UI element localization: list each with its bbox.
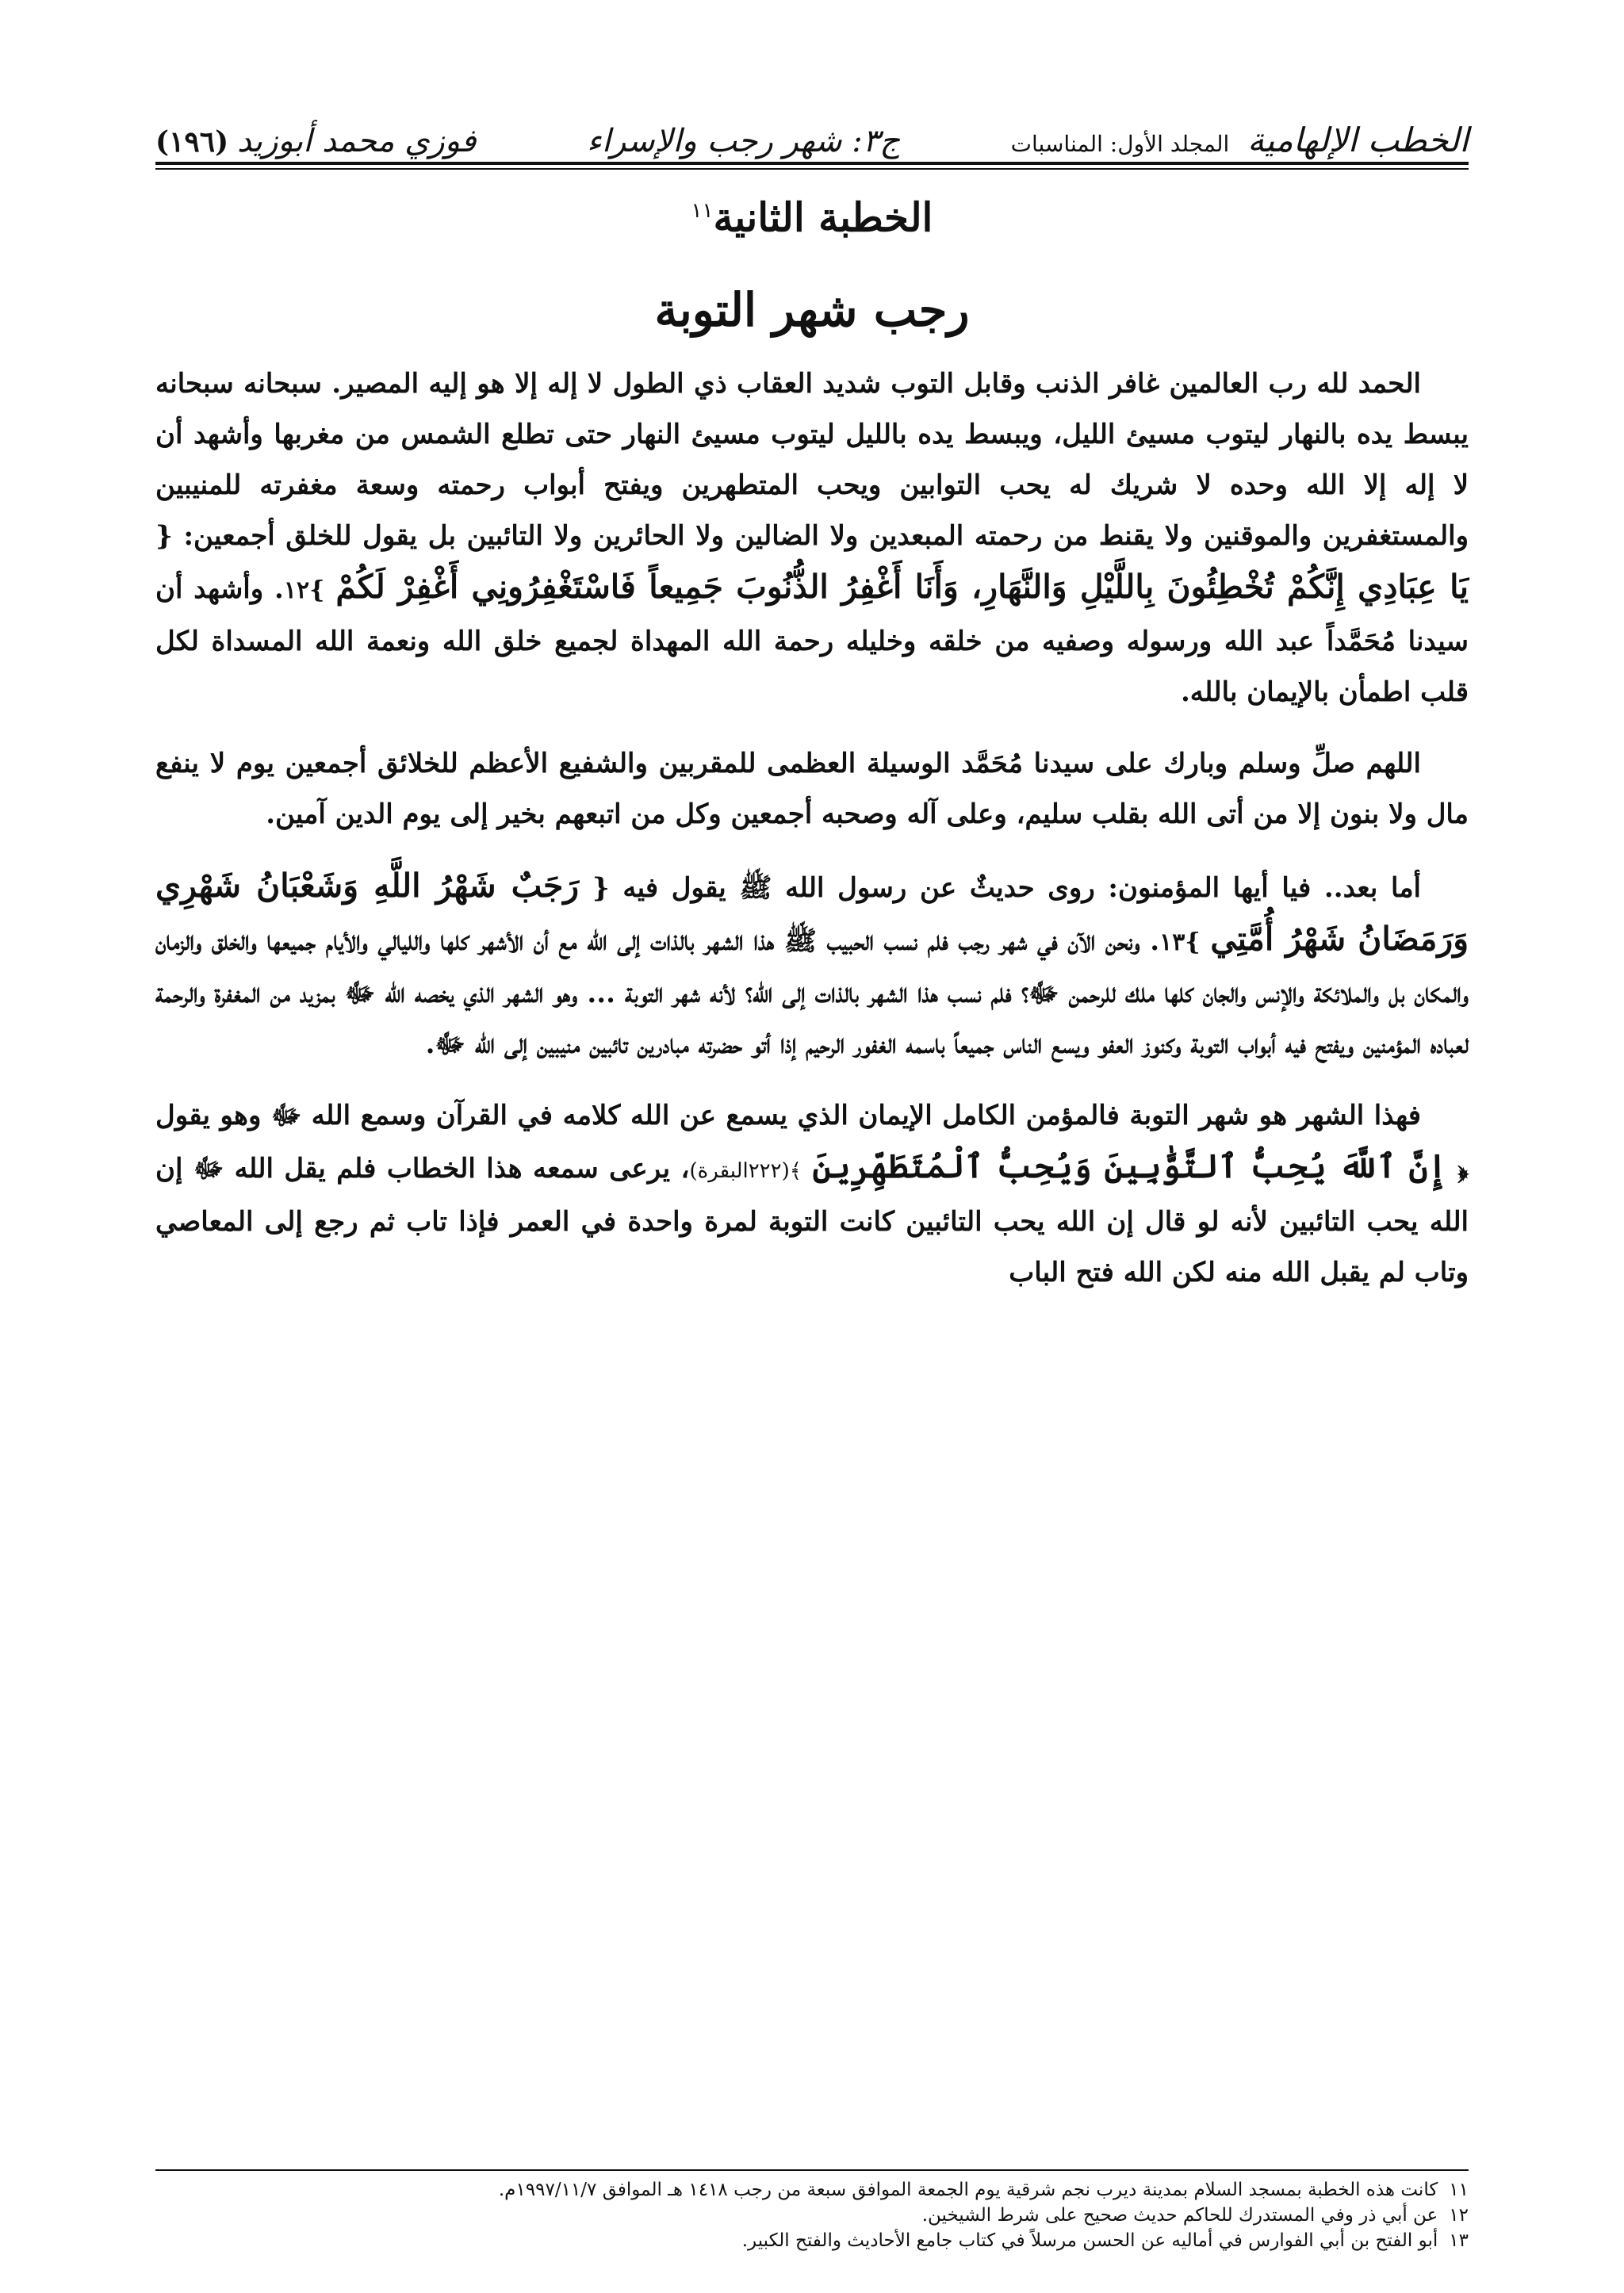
footnote-text: عن أبي ذر وفي المستدرك للحاكم حديث صحيح على شرط الشيخين. bbox=[921, 2205, 1438, 2226]
header-right-group bbox=[1010, 121, 1469, 159]
footnote-reference: }١٢ bbox=[283, 576, 325, 604]
footnote-number: ١٣ bbox=[1449, 2230, 1469, 2251]
footnote-reference: }١٣ bbox=[1159, 928, 1201, 956]
verse-reference: ﴾(٢٢٢البقرة) bbox=[689, 1159, 802, 1183]
header-rule bbox=[155, 162, 1469, 165]
header-left-group bbox=[155, 125, 476, 157]
paragraph-4 bbox=[155, 1090, 1469, 1298]
header-author: فوزي محمد أبوزيد bbox=[236, 123, 477, 159]
body-text bbox=[155, 358, 1469, 1319]
paragraph-text: أما بعد.. فيا أيها المؤمنون: روى حديثٌ عن رسول الله ﷺ يقول فيه { bbox=[592, 872, 1421, 904]
header-series-title: الخطب الإلهامية bbox=[1247, 121, 1469, 159]
paragraph-text: . ونحن الآن في شهر رجب فلم نسب الحبيب ﷺ هذا الشهر بالذات إلى الله مع أن الأشهر كلها والليالي والأيام جميعها والخلق والزمان والمكان بل والملائكة والإنس والجان كلها ملك للرحمن ﷻ؟ فلم نسب هذا الشهر بالذات إلى الله؟ لأنه شهر التوبة ... وهو الشهر الذي يخصه الله ﷻ بمزيد من المغفرة والرحمة لعباده المؤمنين ويفتح فيه أبواب التوبة وكنوز العفو ويسع الناس جميعاً باسمه الغفور الرحيم إذا أتو حضرته مبادرين تائبين منيبين إلى الله ﷻ. bbox=[155, 925, 1469, 1060]
footnote-text: أبو الفتح بن أبي الفوارس في أماليه عن الحسن مرسلاً في كتاب جامع الأحاديث والفتح الكبير. bbox=[741, 2230, 1438, 2251]
header-part: ج٣: شهر رجب والإسراء bbox=[587, 123, 901, 159]
page-number: (١٩٦) bbox=[155, 125, 229, 159]
paragraph-2: اللهم صلِّ وسلم وبارك على سيدنا مُحَمَّد الوسيلة العظمى للمقربين والشفيع الأعظم للخلائق أجمعين يوم لا ينفع مال ولا بنون إلا من أتى الله بقلب سليم، وعلى آله وصحبه أجمعين وكل من اتبعهم بخير إلى يوم الدين آمين. bbox=[155, 748, 1469, 830]
footnote-11 bbox=[155, 2177, 1469, 2203]
paragraph-text: . وأشهد أن سيدنا مُحَمَّداً عبد الله ورسوله وصفيه من خلقه وخليله رحمة الله المهداة لجميع خلق الله ونعمة الله المسداة لكل قلب اطمأن بالإيمان بالله. bbox=[155, 573, 1469, 708]
paragraph-1 bbox=[155, 358, 1469, 718]
paragraph-3 bbox=[155, 860, 1469, 1070]
hadith-quote: يَا عِبَادِي إِنَّكُمْ تُخْطِئُونَ بِاللَّيْلِ وَالنَّهَارِ، وَأَنَا أَغْفِرُ الذُّنُوبَ جَمِيعاً فَاسْتَغْفِرُونِي أَغْفِرْ لَكُمْ bbox=[335, 568, 1469, 606]
paragraph-text: فهذا الشهر هو شهر التوبة فالمؤمن الكامل الإيمان الذي يسمع عن الله كلامه في القرآن وسمع الله ﷻ وهو يقول ﴿ bbox=[155, 1100, 1469, 1185]
section-title-text: الخطبة الثانية bbox=[713, 193, 933, 241]
section-title bbox=[155, 179, 1469, 250]
footnote-13 bbox=[155, 2228, 1469, 2253]
header-rule-thin bbox=[155, 168, 1469, 170]
paragraph-text: الحمد لله رب العالمين غافر الذنب وقابل التوب شديد العقاب ذي الطول لا إله إلا هو إليه المصير. سبحانه سبحانه يبسط يده بالنهار ليتوب مسيئ الليل، ويبسط يده بالليل ليتوب مسيئ النهار حتى تطلع الشمس من مغربها وأشهد أن لا إله إلا الله وحده لا شريك له يحب التوابين ويحب المتطهرين ويفتح أبواب رحمته وسعة مغفرته للمنيبين والمستغفرين والموقنين ولا يقنط من رحمته المبعدين ولا الضالين ولا الحائرين ولا التائبين بل يقول للخلق أجمعين: { bbox=[155, 368, 1469, 552]
footnote-rule bbox=[155, 2169, 1469, 2171]
page-title: رجب شهر التوبة bbox=[654, 283, 970, 337]
footnote-number: ١٢ bbox=[1449, 2205, 1469, 2226]
paragraph-text: ، يرعى سمعه هذا الخطاب فلم يقل الله ﷻ إن الله يحب التائبين لأنه لو قال إن الله يحب التائبين كانت التوبة لمرة واحدة في العمر فإذا تاب ثم رجع إلى المعاصي وتاب لم يقبل الله منه لكن الله فتح الباب bbox=[155, 1153, 1469, 1288]
running-header bbox=[155, 94, 1469, 157]
quran-verse: إِنَّ ٱللَّهَ يُحِبُّ ٱلتَّوَّٰبِينَ وَيُحِبُّ ٱلْمُتَطَهِّرِينَ bbox=[812, 1147, 1447, 1185]
footnote-number: ١١ bbox=[1449, 2180, 1469, 2200]
footnote-text: كانت هذه الخطبة بمسجد السلام بمدينة ديرب نجم شرقية يوم الجمعة الموافق سبعة من رجب ١٤١٨ هـ الموافق ١٩٩٧/١١/٧م. bbox=[498, 2180, 1438, 2200]
footnotes bbox=[155, 2177, 1469, 2253]
header-volume: المجلد الأول: المناسبات bbox=[1010, 131, 1230, 157]
footnote-marker: ١١ bbox=[691, 199, 714, 223]
hadith-quote: رَجَبٌ شَهْرُ اللَّهِ وَشَعْبَانُ شَهْرِي وَرَمَضَانُ شَهْرُ أُمَّتِي bbox=[155, 867, 1469, 958]
footnote-12 bbox=[155, 2203, 1469, 2228]
